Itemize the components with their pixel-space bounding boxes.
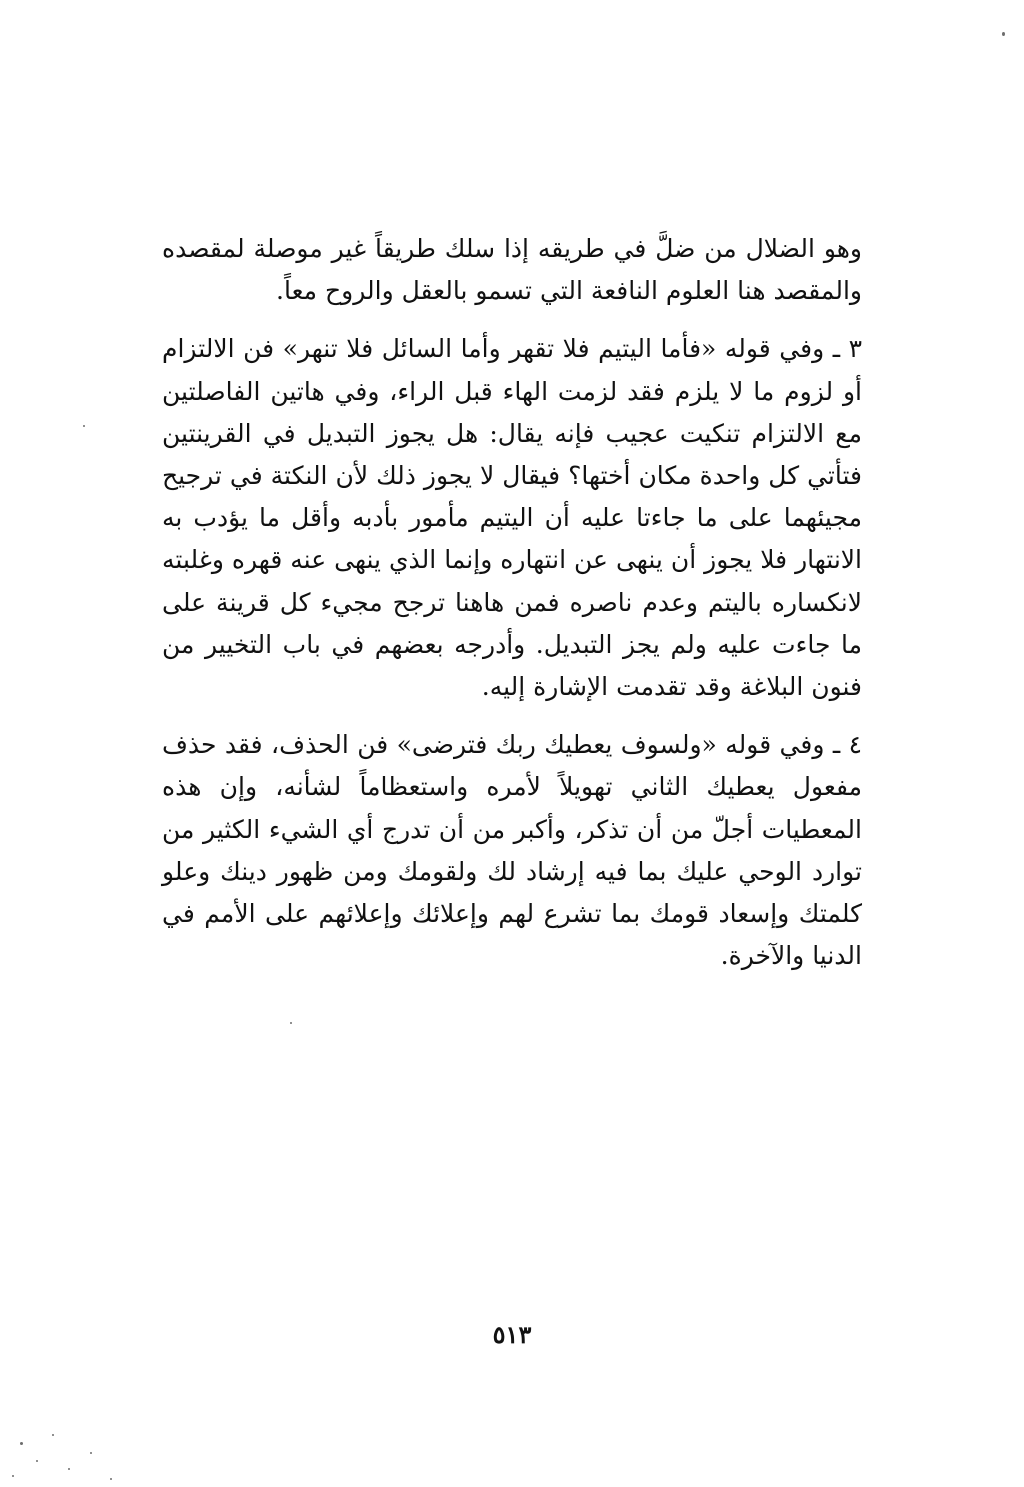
scan-speck — [36, 1460, 38, 1462]
scan-speck — [52, 1434, 54, 1436]
scan-speck — [68, 1468, 70, 1470]
paragraph-1: وهو الضلال من ضلَّ في طريقه إذا سلك طريقاً غير موصلة لمقصده والمقصد هنا العلوم النافعة التي تسمو بالعقل والروح معاً. — [162, 234, 862, 306]
scan-speck — [20, 1442, 23, 1445]
body-text — [162, 228, 862, 977]
scan-speck — [90, 1452, 92, 1454]
scan-speck — [83, 425, 85, 427]
paragraph-2: ٣ ـ وفي قوله «فأما اليتيم فلا تقهر وأما السائل فلا تنهر» فن الالتزام أو لزوم ما لا يلزم فقد لزمت الهاء قبل الراء، وفي هاتين الفاصلتين مع الالتزام تنكيت عجيب فإنه يقال: هل يجوز التبديل في القرينتين فتأتي كل واحدة مكان أختها؟ فيقال لا يجوز ذلك لأن النكتة في ترجيح مجيئهما على ما جاءتا عليه أن اليتيم مأمور بأدبه وأقل ما يؤدب به الانتهار فلا يجوز أن ينهى عن انتهاره وإنما الذي ينهى عنه قهره وغلبته لانكساره باليتم وعدم ناصره فمن هاهنا ترجح مجيء كل قرينة على ما جاءت عليه ولم يجز التبديل. وأدرجه بعضهم في باب التخيير من فنون البلاغة وقد تقدمت الإشارة إليه. — [162, 334, 862, 702]
page-number: ٥١٣ — [492, 1320, 532, 1349]
scan-speck — [110, 1478, 112, 1480]
paragraph-3: ٤ ـ وفي قوله «ولسوف يعطيك ربك فترضى» فن الحذف، فقد حذف مفعول يعطيك الثاني تهويلاً لأمره واستعظاماً لشأنه، وإن هذه المعطيات أجلّ من أن تذكر، وأكبر من أن تدرج أي الشيء الكثير من توارد الوحي عليك بما فيه إرشاد لك ولقومك ومن ظهور دينك وعلو كلمتك وإسعاد قومك بما تشرع لهم وإعلائك وإعلائهم على الأمم في الدنيا والآخرة. — [162, 730, 862, 971]
scan-speck — [290, 1022, 292, 1024]
scan-speck — [12, 1475, 14, 1477]
scan-speck — [1002, 32, 1005, 36]
